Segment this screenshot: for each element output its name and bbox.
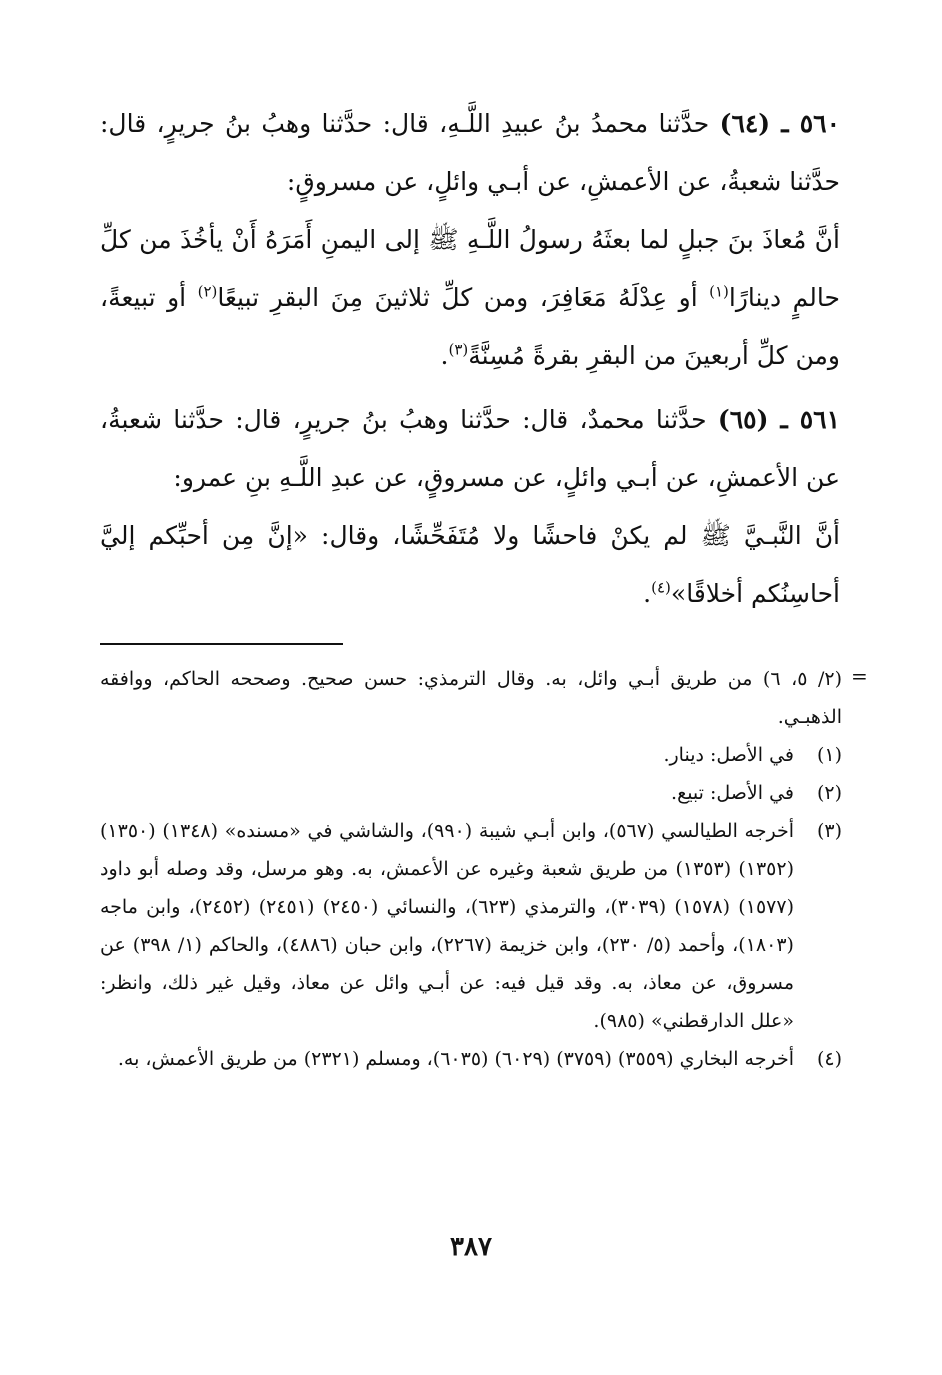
hadith-number: ٥٦٠ ـ (٦٤) [719,109,841,138]
footnote-4 [100,1040,842,1078]
footnote-ref[interactable]: (٣) [448,340,469,359]
footnote-number: (٢) [816,782,842,804]
footnote-2 [100,774,842,812]
footnote-number: (١) [816,744,842,766]
main-text [100,95,840,623]
matn-end: . [440,341,449,370]
footnote-ref[interactable]: (١) [709,282,729,301]
footnote-1 [100,736,842,774]
footnote-text: في الأصل: تبيع. [671,782,794,804]
footnote-text: (٢/ ٥، ٦) من طريق أبـي وائل، به. وقال الترمذي: حسن صحيح. وصححه الحاكم، ووافقه الذهبـي. [100,668,842,728]
matn-end: . [643,579,652,608]
matn-text: أنَّ النَّبـيَّ ﷺ لم يكنْ فاحشًا ولا مُتَفَحِّشًا، وقال: «إنَّ مِن أحبِّكم إليَّ أحاسِنُكم أخلاقًا» [100,521,840,608]
hadith-561-isnad [100,391,840,507]
continuation-mark: = [851,664,868,688]
hadith-561-matn [100,507,840,623]
footnote-ref[interactable]: (٤) [651,578,671,597]
matn-text: أو تبيعةً، ومن كلِّ أربعينَ من البقرِ بقرةً مُسِنَّةً [100,283,840,370]
footnote-text: أخرجه الطيالسي (٥٦٧)، وابن أبـي شيبة (٩٩٠)، والشاشي في «مسنده» (١٣٤٨) (١٣٥٠) (١٣٥٢) (١٣٥٣) من طريق شعبة وغيره عن الأعمش، به. وهو مرسل، وقد وصله أبو داود (١٥٧٧) (١٥٧٨) (٣٠٣٩)، والترمذي (٦٢٣)، والنسائي (٢٤٥٠) (٢٤٥١) (٢٤٥٢)، وابن ماجه (١٨٠٣)، وأحمد (٥/ ٢٣٠)، وابن خزيمة (٢٢٦٧)، وابن حبان (٤٨٨٦)، والحاكم (١/ ٣٩٨) عن مسروق، عن معاذ، به. وقد قيل فيه: عن أبـي وائل عن معاذ، وقيل غير ذلك، وانظر: «علل الدارقطني» (٩٨٥). [100,820,795,1032]
footnote-number: (٤) [816,1048,842,1070]
matn-text: أو عِدْلَهُ مَعَافِرَ، ومن كلِّ ثلاثينَ مِنَ البقرِ تبيعًا [217,283,710,312]
footnote-divider [100,643,343,645]
hadith-560-isnad [100,95,840,211]
footnote-continuation [100,660,842,736]
footnotes [100,660,842,1078]
footnote-text: في الأصل: دينار. [663,744,794,766]
footnote-text: أخرجه البخاري (٣٥٥٩) (٣٧٥٩) (٦٠٢٩) (٦٠٣٥)، ومسلم (٢٣٢١) من طريق الأعمش، به. [117,1048,794,1070]
footnote-ref[interactable]: (٢) [197,282,218,301]
footnote-3 [100,812,842,1040]
footnote-number: (٣) [816,820,842,842]
hadith-560-matn [100,211,840,385]
isnad-text: حدَّثنا محمدٌ، قال: حدَّثنا وهبُ بنُ جريرٍ، قال: حدَّثنا شعبةُ، عن الأعمشِ، عن أبـي وائلٍ، عن مسروقٍ، عن عبدِ اللَّـهِ بنِ عمرو: [100,405,840,492]
matn-text: أنَّ مُعاذَ بنَ جبلٍ لما بعثَهُ رسولُ اللَّـهِ ﷺ إلى اليمنِ أَمَرَهُ أَنْ يأخُذَ من كلِّ حالمٍ دينارًا [100,225,840,312]
page-number: ٣٨٧ [450,1232,492,1262]
isnad-text: حدَّثنا محمدُ بنُ عبيدِ اللَّـهِ، قال: حدَّثنا وهبُ بنُ جريرٍ، قال: حدَّثنا شعبةُ، عن الأعمشِ، عن أبـي وائلٍ، عن مسروقٍ: [100,109,840,196]
hadith-number: ٥٦١ ـ (٦٥) [717,405,841,434]
